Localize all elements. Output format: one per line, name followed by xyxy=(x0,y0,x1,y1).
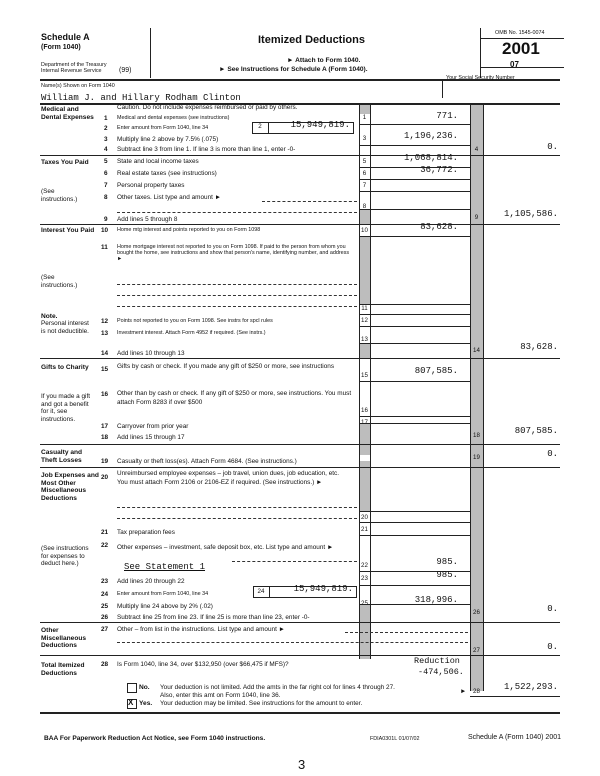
see-statement-link[interactable]: See Statement 1 xyxy=(124,562,206,572)
line-28-text: Is Form 1040, line 34, over $132,950 (over $66,475 if MFS)? xyxy=(117,661,289,668)
taxpayer-name: William J. and Hillary Rodham Clinton xyxy=(41,93,241,103)
line-27-text: Other – from list in the instructions. List type and amount ► xyxy=(117,626,285,633)
section-gifts: Gifts to Charity xyxy=(41,364,89,371)
names-label: Name(s) Shown on Form 1040 xyxy=(41,83,115,89)
line-6-text: Real estate taxes (see instructions) xyxy=(117,170,217,177)
attachment-sequence: 07 xyxy=(510,60,519,69)
note-label: Note. xyxy=(41,313,58,320)
shade-l18 xyxy=(359,423,370,455)
shade-caution xyxy=(359,104,370,114)
line-9-text: Add lines 5 through 8 xyxy=(117,216,178,223)
line-10-text: Home mtg interest and points reported to you on Form 1098 xyxy=(117,227,261,233)
line-1-text: Medical and dental expenses (see instructions) xyxy=(117,115,230,121)
line-4-amount[interactable]: 0. xyxy=(547,142,558,152)
ssn-label: Your Social Security Number xyxy=(446,75,515,81)
line-25-amount[interactable]: 318,996. xyxy=(414,595,458,605)
header-divider-left xyxy=(150,28,151,78)
line-15-amount[interactable]: 807,585. xyxy=(414,366,458,376)
section-taxes: Taxes You Paid xyxy=(41,159,89,166)
section-interest: Interest You Paid xyxy=(41,227,95,234)
line-6-amount[interactable]: 36,772. xyxy=(420,165,458,175)
line-10-amount[interactable]: 83,628. xyxy=(420,222,458,232)
line-4-text: Subtract line 3 from line 1. If line 3 is more than line 1, enter -0- xyxy=(117,146,296,153)
line-2-text: Enter amount from Form 1040, line 34 xyxy=(117,125,209,131)
line-3-text: Multiply line 2 above by 7.5% (.075) xyxy=(117,136,219,143)
no-checkbox[interactable] xyxy=(127,683,137,693)
job-see-note: (See instructions for expenses to deduct here.) xyxy=(41,545,89,567)
line-18-amount[interactable]: 807,585. xyxy=(514,426,558,436)
line-9-amount[interactable]: 1,105,586. xyxy=(503,209,558,219)
yes-label: Yes. xyxy=(139,700,153,707)
line-20-text: Unreimbursed employee expenses – job travel, union dues, job education, etc. You must attach Form 2106 or 2106-EZ if required. (See instructions.) ► xyxy=(117,470,340,486)
line-7-text: Personal property taxes xyxy=(117,182,185,189)
line-24-text: Enter amount from Form 1040, line 34 xyxy=(117,591,209,597)
shade-l14 xyxy=(359,343,370,358)
shade-line-column xyxy=(470,104,483,691)
line-19-text: Casualty or theft loss(es). Attach Form 4684. (See instructions.) xyxy=(117,458,297,465)
dept-line2: Internal Revenue Service xyxy=(41,68,102,74)
line-26-text: Subtract line 25 from line 23. If line 25 is more than line 23, enter -0- xyxy=(117,614,310,621)
see-instructions-note: ► See Instructions for Schedule A (Form 1040). xyxy=(219,66,368,73)
no-text: Your deduction is not limited. Add the amts in the far right col for lines 4 through 27. Also, enter this amt on Form 1040, line 36. xyxy=(160,684,395,699)
schedule-label: Schedule A xyxy=(41,32,90,42)
section-casualty: Casualty and Theft Losses xyxy=(41,449,83,464)
line-22-amount[interactable]: 985. xyxy=(436,557,458,567)
footer-code: FDIA0301L 01/07/02 xyxy=(370,736,420,742)
tax-year: 2001 xyxy=(502,39,540,58)
line-8-text: Other taxes. List type and amount ► xyxy=(117,194,222,201)
line-5-amount[interactable]: 1,068,814. xyxy=(403,153,458,163)
year-rule xyxy=(480,67,564,68)
section-total: Total Itemized Deductions xyxy=(41,662,85,677)
line-28-amount[interactable]: 1,522,293. xyxy=(503,682,558,692)
col-right-line xyxy=(470,104,471,691)
interest-see-note: (See instructions.) xyxy=(41,274,78,289)
line-14-text: Add lines 10 through 13 xyxy=(117,350,185,357)
line-14-amount[interactable]: 83,628. xyxy=(520,342,558,352)
line-16-text: Other than by cash or check. If any gift of $250 or more, see instructions. You must attach Form 8283 if over $500 xyxy=(117,390,352,406)
line-22-text: Other expenses – investment, safe deposit box, etc. List type and amount ► xyxy=(117,544,334,551)
line-19-amount[interactable]: 0. xyxy=(547,449,558,459)
note-text: Personal interest is not deductible. xyxy=(41,320,89,335)
line-26-amount[interactable]: 0. xyxy=(547,604,558,614)
line-27-amount[interactable]: 0. xyxy=(547,642,558,652)
header-divider-right xyxy=(480,28,481,78)
section-medical: Medical and Dental Expenses xyxy=(41,106,94,121)
line-23-text: Add lines 20 through 22 xyxy=(117,578,185,585)
line-23-amount[interactable]: 985. xyxy=(436,570,458,580)
line-24-amount[interactable]: 15,949,819. xyxy=(293,584,353,594)
yes-checkmark: X xyxy=(128,698,134,707)
col-amount-line xyxy=(483,104,484,691)
taxes-see-note: (See instructions.) xyxy=(41,188,78,203)
reduction-amount: -474,506. xyxy=(418,667,464,677)
line-13-text: Investment interest. Attach Form 4952 if required. (See instrs.) xyxy=(117,330,266,336)
no-label: No. xyxy=(139,684,150,691)
omb-rule xyxy=(480,38,564,39)
section-job: Job Expenses and Most Other Miscellaneous Deductions xyxy=(41,472,99,502)
line-5-text: State and local income taxes xyxy=(117,158,199,165)
section-other: Other Miscellaneous Deductions xyxy=(41,627,87,649)
line-12-text: Points not reported to you on Form 1098. See instrs for spcl rules xyxy=(117,318,273,324)
footer-form: Schedule A (Form 1040) 2001 xyxy=(468,734,562,741)
line-21-text: Tax preparation fees xyxy=(117,529,175,536)
dept-line1: Department of the Treasury xyxy=(41,62,107,68)
form-title: Itemized Deductions xyxy=(258,34,365,46)
sequence-code: (99) xyxy=(119,67,132,74)
line-25-text: Multiply line 24 above by 2% (.02) xyxy=(117,603,213,610)
shade-l11-top xyxy=(359,236,370,304)
ssn-divider xyxy=(442,80,443,98)
gifts-note: If you made a gift and got a benefit for it, see instructions. xyxy=(41,393,91,423)
shade-l20-top xyxy=(359,461,370,511)
yes-text: Your deduction may be limited. See instructions for the amount to enter. xyxy=(160,700,363,707)
arrow-28: ► xyxy=(460,688,467,695)
omb-number: OMB No. 1545-0074 xyxy=(495,30,545,36)
line-15-text: Gifts by cash or check. If you made any gift of $250 or more, see instructions xyxy=(117,363,335,370)
form-ref: (Form 1040) xyxy=(41,44,81,51)
attach-note: ► Attach to Form 1040. xyxy=(287,57,361,64)
shade-l9 xyxy=(359,209,370,224)
line-1-amount[interactable]: 771. xyxy=(436,111,458,121)
line-18-text: Add lines 15 through 17 xyxy=(117,434,185,441)
line-17-text: Carryover from prior year xyxy=(117,423,189,430)
line-11-text: Home mortgage interest not reported to you on Form 1098. If paid to the person from whom you bought the home, see instructions and show that person's name, identifying number, and address ► xyxy=(117,244,350,262)
line-3-amount[interactable]: 1,196,236. xyxy=(403,131,458,141)
reduction-label: Reduction xyxy=(414,656,460,666)
footer-baa: BAA For Paperwork Reduction Act Notice, see Form 1040 instructions. xyxy=(44,735,266,742)
page-number: 3 xyxy=(298,757,306,772)
line-2-amount[interactable]: 15,949,819. xyxy=(290,120,350,130)
caution-text: Caution. Do not include expenses reimbursed or paid by others. xyxy=(117,104,298,111)
